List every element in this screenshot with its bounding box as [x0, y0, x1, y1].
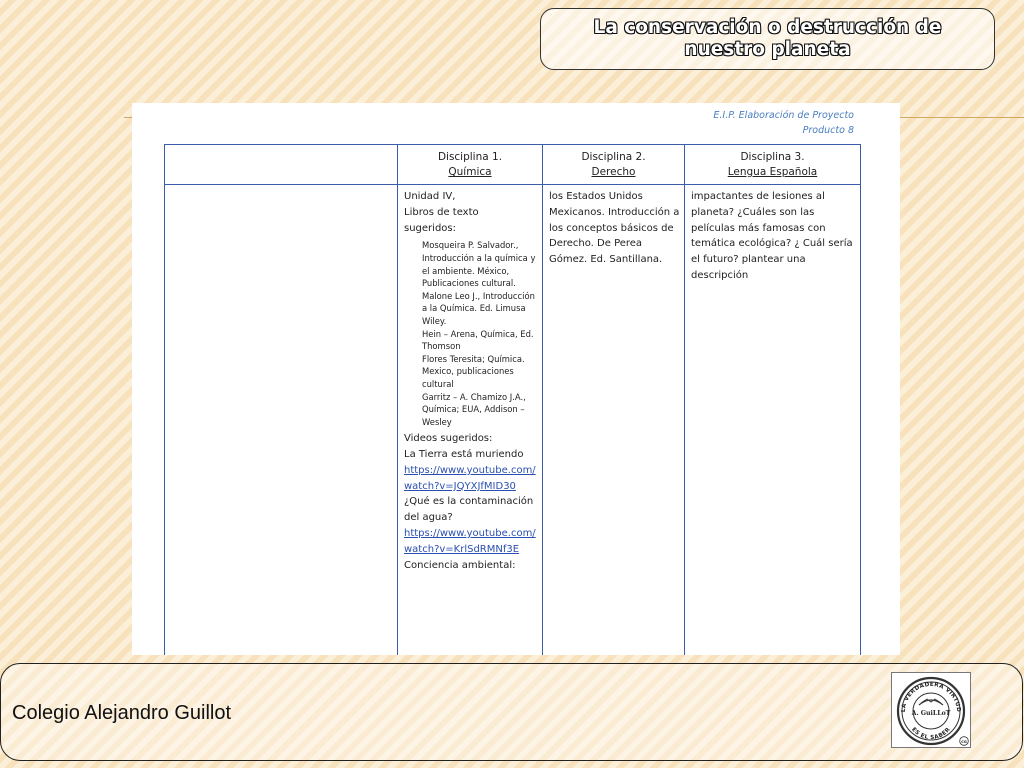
school-name: Colegio Alejandro Guillot: [12, 702, 232, 724]
video-2-title: ¿Qué es la contaminación del agua?: [404, 496, 534, 524]
discipline-1-subject: Química: [448, 166, 492, 178]
video-1-title: La Tierra está muriendo: [404, 449, 524, 461]
quimica-content-cell: [398, 185, 543, 656]
derecho-content-cell: [543, 185, 685, 656]
lengua-content-cell: [685, 185, 861, 656]
table-body-empty: [165, 185, 398, 656]
video-1-link[interactable]: https://www.youtube.com/watch?v=JQYXJfMID30: [404, 464, 536, 492]
bibliography-item: Mosqueira P. Salvador., Introducción a la química y el ambiente. México, Publicaciones cultural.: [422, 240, 536, 289]
intro-line-2: Libros de texto: [404, 206, 479, 218]
bibliography-list: [422, 239, 538, 428]
table-header-discipline-3: [685, 145, 861, 185]
discipline-2-subject: Derecho: [591, 166, 636, 178]
school-seal-logo: [891, 672, 971, 748]
discipline-3-title: Disciplina 3.: [740, 151, 805, 163]
table-body-row: [165, 185, 861, 656]
seal-bottom-text: ES EL SABER: [910, 726, 952, 742]
seal-mark: CG: [961, 739, 967, 744]
videos-label: Videos sugeridos:: [404, 433, 493, 445]
bibliography-item: Hein – Arena, Química, Ed. Thomson: [422, 328, 534, 352]
intro-line-1: Unidad IV,: [404, 191, 456, 202]
slide-title-box: [540, 8, 995, 70]
video-3-title: Conciencia ambiental:: [404, 559, 516, 571]
table-header-row: [165, 145, 861, 185]
discipline-table: [164, 144, 861, 655]
seal-top-text: LA VERDADERA VIRTUD: [900, 681, 962, 713]
table-header-discipline-2: [543, 145, 685, 185]
table-header-discipline-1: [398, 145, 543, 185]
lengua-text: impactantes de lesiones al planeta? ¿Cuáles son las películas más famosas con temática ecológica? ¿ Cuál sería el futuro? plantear una descripción: [691, 191, 853, 281]
seal-center-text: A. GuiLLoT: [911, 710, 951, 717]
discipline-3-subject: Lengua Española: [727, 166, 818, 178]
discipline-2-title: Disciplina 2.: [581, 151, 646, 163]
document-header-line1: E.I.P. Elaboración de Proyecto: [713, 110, 854, 121]
document-image: [132, 103, 900, 655]
slide-title: La conservación o destrucción de nuestro planeta: [593, 17, 942, 60]
document-header-line2: Producto 8: [802, 125, 854, 136]
video-2-link[interactable]: https://www.youtube.com/watch?v=KrlSdRMNf3E: [404, 528, 536, 555]
decorative-rule-right: [900, 117, 1024, 118]
bibliography-item: Garritz – A. Chamizo J.A., Química; EUA, Addison – Wesley: [422, 391, 526, 427]
bibliography-item: Flores Teresita; Química. Mexico, publicaciones cultural: [422, 353, 525, 389]
document-header: [713, 108, 854, 138]
bibliography-item: Malone Leo J., Introducción a la Química. Ed. Limusa Wiley.: [422, 290, 535, 326]
seal-icon: [892, 673, 970, 747]
derecho-text: los Estados Unidos Mexicanos. Introducción a los conceptos básicos de Derecho. De Perea Gómez. Ed. Santillana.: [549, 191, 680, 266]
discipline-1-title: Disciplina 1.: [437, 151, 503, 163]
table-header-empty: [165, 145, 398, 185]
intro-line-3: sugeridos:: [404, 222, 456, 234]
